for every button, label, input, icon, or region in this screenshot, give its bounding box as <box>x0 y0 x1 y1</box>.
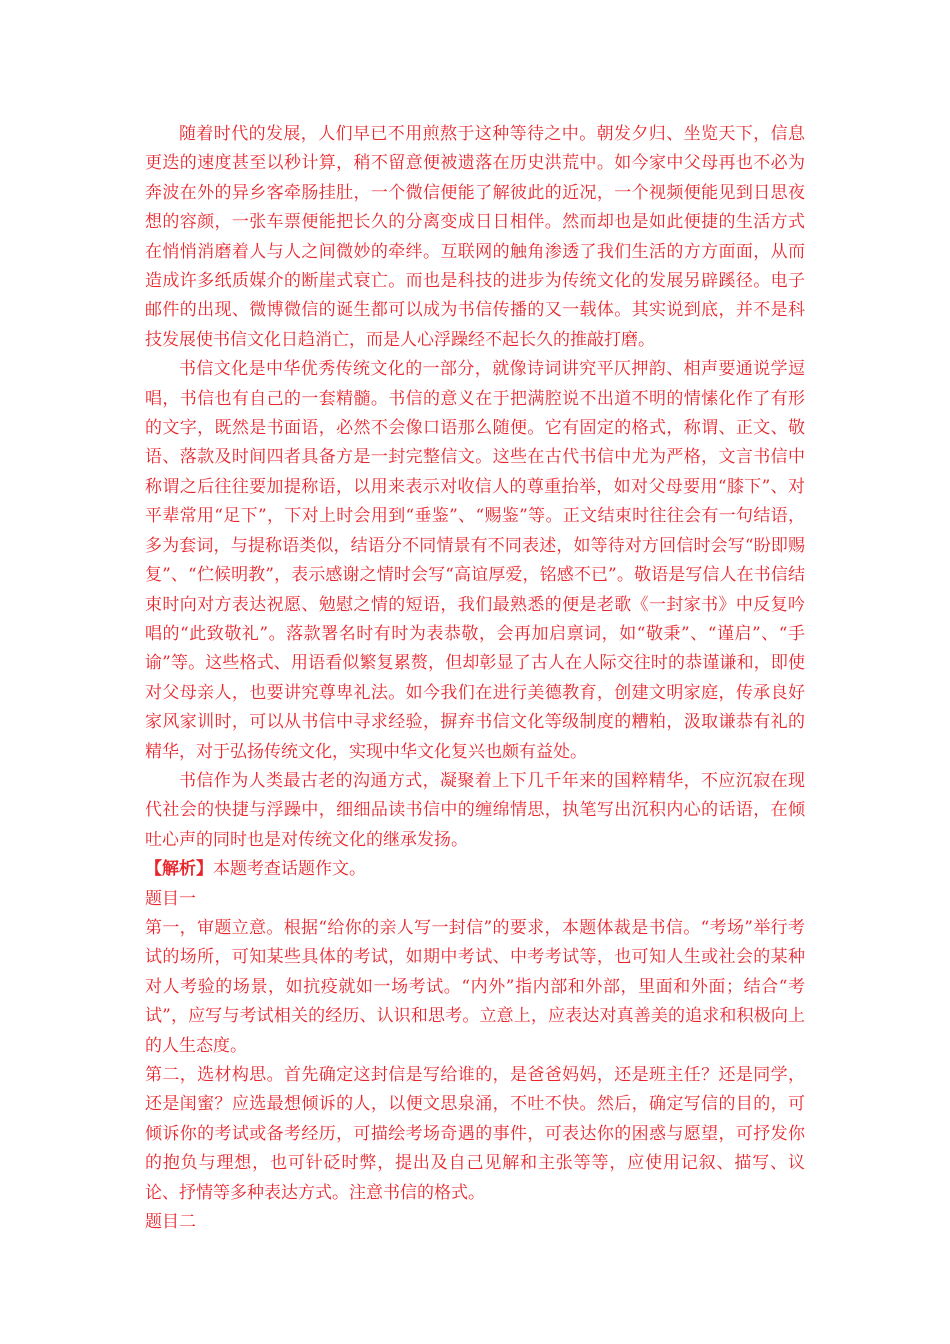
document-body <box>145 120 805 1237</box>
essay-paragraph-1: 随着时代的发展，人们早已不用煎熬于这种等待之中。朝发夕归、坐览天下，信息更迭的速度甚至以秒计算，稍不留意便被遗落在历史洪荒中。如今家中父母再也不必为奔波在外的异乡客牵肠挂肚，一个微信便能了解彼此的近况，一个视频便能见到日思夜想的容颜，一张车票便能把长久的分离变成日日相伴。然而却也是如此便捷的生活方式在悄悄消磨着人与人之间微妙的牵绊。互联网的触角渗透了我们生活的方方面面，从而造成许多纸质媒介的断崖式衰亡。而也是科技的进步为传统文化的发展另辟蹊径。电子邮件的出现、微博微信的诞生都可以成为书信传播的又一载体。其实说到底，并不是科技发展使书信文化日趋消亡，而是人心浮躁经不起长久的推敲打磨。 <box>145 124 805 350</box>
essay-paragraph-2: 书信文化是中华优秀传统文化的一部分，就像诗词讲究平仄押韵、相声要通说学逗唱，书信也有自己的一套精髓。书信的意义在于把满腔说不出道不明的情愫化作了有形的文字，既然是书面语，必然不会像口语那么随便。它有固定的格式，称谓、正文、敬语、落款及时间四者具备方是一封完整信文。这些在古代书信中尤为严格，文言书信中称谓之后往往要加提称语，以用来表示对收信人的尊重抬举，如对父母要用“膝下”、对平辈常用“足下”，下对上时会用到“垂鉴”、“赐鉴”等。正文结束时往往会有一句结语，多为套词，与提称语类似，结语分不同情景有不同表述，如等待对方回信时会写“盼即赐复”、“伫候明教”，表示感谢之情时会写“高谊厚爱，铭感不已”。敬语是写信人在书信结束时向对方表达祝愿、勉慰之情的短语，我们最熟悉的便是老歌《一封家书》中反复吟唱的“此致敬礼”。落款署名时有时为表恭敬，会再加启禀词，如“敬秉”、“谨启”、“手谕”等。这些格式、用语看似繁复累赘，但却彰显了古人在人际交往时的恭谨谦和，即使对父母亲人，也要讲究尊卑礼法。如今我们在进行美德教育，创建文明家庭，传承良好家风家训时，可以从书信中寻求经验，摒弃书信文化等级制度的糟粕，汲取谦恭有礼的精华，对于弘扬传统文化，实现中华文化复兴也颇有益处。 <box>145 359 805 762</box>
analysis-point-2: 第二，选材构思。首先确定这封信是写给谁的，是爸爸妈妈，还是班主任？还是同学，还是闺蜜？应选最想倾诉的人，以便文思泉涌，不吐不快。然后，确定写信的目的，可倾诉你的考试或备考经历，可描绘考场奇遇的事件，可表达你的困惑与愿望，可抒发你的抱负与理想，也可针砭时弊，提出及自己见解和主张等等，应使用记叙、描写、议论、抒情等多种表达方式。注意书信的格式。 <box>145 1065 805 1203</box>
topic-2-title: 题目二 <box>145 1212 196 1233</box>
topic-1-title: 题目一 <box>145 888 196 909</box>
essay-paragraph-3: 书信作为人类最古老的沟通方式，凝聚着上下几千年来的国粹精华，不应沉寂在现代社会的快捷与浮躁中，细细品读书信中的缠绵情思，执笔写出沉积内心的话语，在倾吐心声的同时也是对传统文化的继承发扬。 <box>145 770 805 850</box>
analysis-point-1: 第一，审题立意。根据“给你的亲人写一封信”的要求，本题体裁是书信。“考场”举行考试的场所，可知某些具体的考试，如期中考试、中考考试等，也可知人生或社会的某种对人考验的场景，如抗疫就如一场考试。“内外”指内部和外部，里面和外面；结合“考试”，应写与考试相关的经历、认识和思考。立意上，应表达对真善美的追求和积极向上的人生态度。 <box>145 917 805 1056</box>
analysis-intro <box>145 855 805 884</box>
analysis-label: 【解析】 <box>145 859 213 880</box>
analysis-intro-text: 本题考查话题作文。 <box>213 859 366 880</box>
